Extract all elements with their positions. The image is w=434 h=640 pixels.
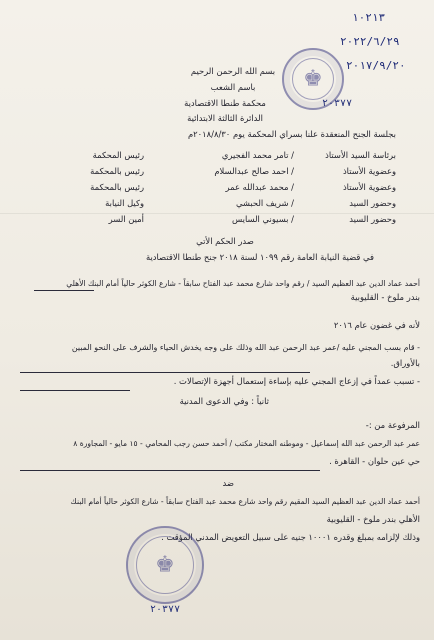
panel-name: / محمد عبدالله عمر bbox=[225, 182, 294, 192]
judgment-title: صدر الحكم الأتي bbox=[196, 236, 254, 246]
court-seal-bottom bbox=[126, 526, 204, 604]
against-label: ضد bbox=[222, 478, 234, 488]
handwritten-date-1: ٢٠٢٢/٦/٢٩ bbox=[340, 35, 400, 48]
panel-role: وعضوية الأستاذ bbox=[342, 182, 396, 192]
handwritten-date-2: ٢٠١٧/٩/٢٠ bbox=[346, 59, 406, 72]
eagle-emblem-icon: ♚ bbox=[155, 552, 175, 578]
panel-name: / بسيوني السايس bbox=[231, 214, 294, 224]
panel-title: أمين السر bbox=[108, 214, 144, 224]
panel-title: رئيس المحكمة bbox=[92, 150, 144, 160]
panel-title: رئيس بالمحكمة bbox=[90, 166, 144, 176]
defendant2-line-1: أحمد عماد الدين عبد العظيم السيد المقيم رقم واحد شارع محمد عبد الفتاح سابقاً - شارع الكوثر حالياً أمام البنك bbox=[70, 497, 420, 506]
divider bbox=[20, 390, 130, 391]
defendant-line-1: أحمد عماد الدين عبد العظيم السيد / رقم واحد شارع محمد عبد الفتاح سابقاً - شارع الكوثر حالياً أمام البنك الأهلي bbox=[66, 279, 420, 288]
divider bbox=[20, 372, 310, 373]
charges-intro: لأنه في غضون عام ٢٠١٦ bbox=[333, 320, 420, 330]
panel-title: وكيل النيابة bbox=[105, 198, 144, 208]
defendant2-line-3: وذلك لإلزامه بمبلغ وقدره ١٠٠٠١ جنيه على سبيل التعويض المدني المؤقت . bbox=[161, 532, 420, 542]
panel-role: برئاسة السيد الأستاذ bbox=[325, 150, 396, 160]
panel-name: / تامر محمد الفجيري bbox=[221, 150, 294, 160]
header-circuit: الدائرة الثالثة الابتدائية bbox=[187, 113, 263, 123]
plaintiff-line-2: حي عين حلوان - القاهرة . bbox=[329, 456, 420, 466]
panel-role: وحضور السيد bbox=[349, 198, 396, 208]
charge-1: - قام بسب المجني عليه /عمر عبد الرحمن عبد الله وذلك على وجه يخدش الحياء والشرف على النحو المبين bbox=[71, 343, 420, 352]
basmala: بسم الله الرحمن الرحيم bbox=[190, 66, 276, 76]
stamp-number-bottom: ٢٠٣٧٧ bbox=[150, 604, 181, 615]
panel-role: وحضور السيد bbox=[349, 214, 396, 224]
divider bbox=[34, 290, 94, 291]
handwritten-number: ١٠٢١٣ bbox=[352, 11, 386, 24]
defendant2-line-2: الأهلي بندر ملوخ - القليوبية bbox=[326, 514, 420, 524]
case-line: في قضية النيابة العامة رقم ١٠٩٩ لسنة ٢٠١٨ جنح طنطا الاقتصادية bbox=[145, 252, 374, 262]
plaintiff-line-1: عمر عبد الرحمن عبد الله إسماعيل - وموطنه المختار مكتب / أحمد حسن رجب المحامي - ١٥ مايو - المجاورة ٨ bbox=[73, 439, 420, 448]
civil-heading: ثانياً : وفي الدعوى المدنية bbox=[179, 396, 269, 406]
charge-1-cont: بالأوراق. bbox=[390, 358, 420, 368]
eagle-emblem-icon: ♚ bbox=[303, 66, 323, 92]
header-people: باسم الشعب bbox=[210, 82, 256, 92]
panel-name: / احمد صالح عبدالسلام bbox=[214, 166, 294, 176]
defendant-line-2: بندر ملوخ - القليوبية bbox=[350, 292, 420, 302]
stamp-number-top: ٢٠٣٧٧ bbox=[322, 98, 353, 109]
filed-from: المرفوعة من :- bbox=[365, 420, 420, 430]
divider bbox=[20, 470, 320, 471]
panel-title: رئيس بالمحكمة bbox=[90, 182, 144, 192]
panel-role: وعضوية الأستاذ bbox=[342, 166, 396, 176]
panel-name: / شريف الحبشي bbox=[235, 198, 294, 208]
session-line: بجلسة الجنح المنعقدة علنا بسراي المحكمة يوم ٢٠١٨/٨/٣٠م bbox=[187, 129, 396, 139]
charge-2: - تسبب عمداً في إزعاج المجني عليه بإساءة إستعمال أجهزة الإتصالات . bbox=[173, 376, 420, 386]
header-court: محكمة طنطا الاقتصادية bbox=[184, 98, 266, 108]
